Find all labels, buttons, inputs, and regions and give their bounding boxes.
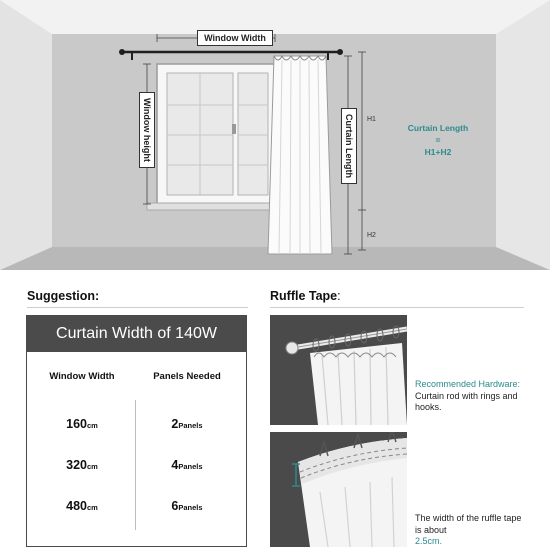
table-title: Curtain Width of 140W <box>27 316 246 352</box>
curtain-length-formula <box>398 122 478 158</box>
table-row-panels: 6Panels <box>171 499 203 513</box>
formula-equals: = <box>435 135 441 145</box>
table-row-width: 480cm <box>66 499 98 513</box>
recommended-hardware-note: Recommended Hardware: Curtain rod with rings and hooks. <box>415 379 521 412</box>
column-header-panels-needed: Panels Needed <box>153 371 221 382</box>
table-divider <box>135 400 136 530</box>
h1-label: H1 <box>367 116 376 123</box>
formula-title: Curtain Length <box>407 123 469 133</box>
ruffle-tape-heading: Ruffle Tape: <box>270 289 341 303</box>
table-row-panels: 2Panels <box>171 417 203 431</box>
rod-rings-image <box>270 315 407 425</box>
window-height-label: Window height <box>139 92 155 168</box>
window-width-label: Window Width <box>197 30 273 46</box>
suggestion-heading: Suggestion: <box>27 289 100 303</box>
rod-rings-photo <box>270 315 407 425</box>
suggestion-underline <box>27 307 248 308</box>
formula-expression: H1+H2 <box>424 147 452 157</box>
curtain-panel <box>268 56 332 254</box>
column-header-window-width: Window Width <box>49 371 115 382</box>
window <box>147 64 285 210</box>
h2-label: H2 <box>367 232 376 239</box>
table-row-panels: 4Panels <box>171 458 203 472</box>
table-row-width: 160cm <box>66 417 98 431</box>
ruffle-underline <box>270 307 524 308</box>
ruffle-tape-image <box>270 432 407 547</box>
ruffle-tape-width-note: The width of the ruffle tape is about 2.5cm. <box>415 513 522 546</box>
ruffle-tape-photo <box>270 432 407 547</box>
curtain-length-label: Curtain Length <box>341 108 357 184</box>
table-row-width: 320cm <box>66 458 98 472</box>
